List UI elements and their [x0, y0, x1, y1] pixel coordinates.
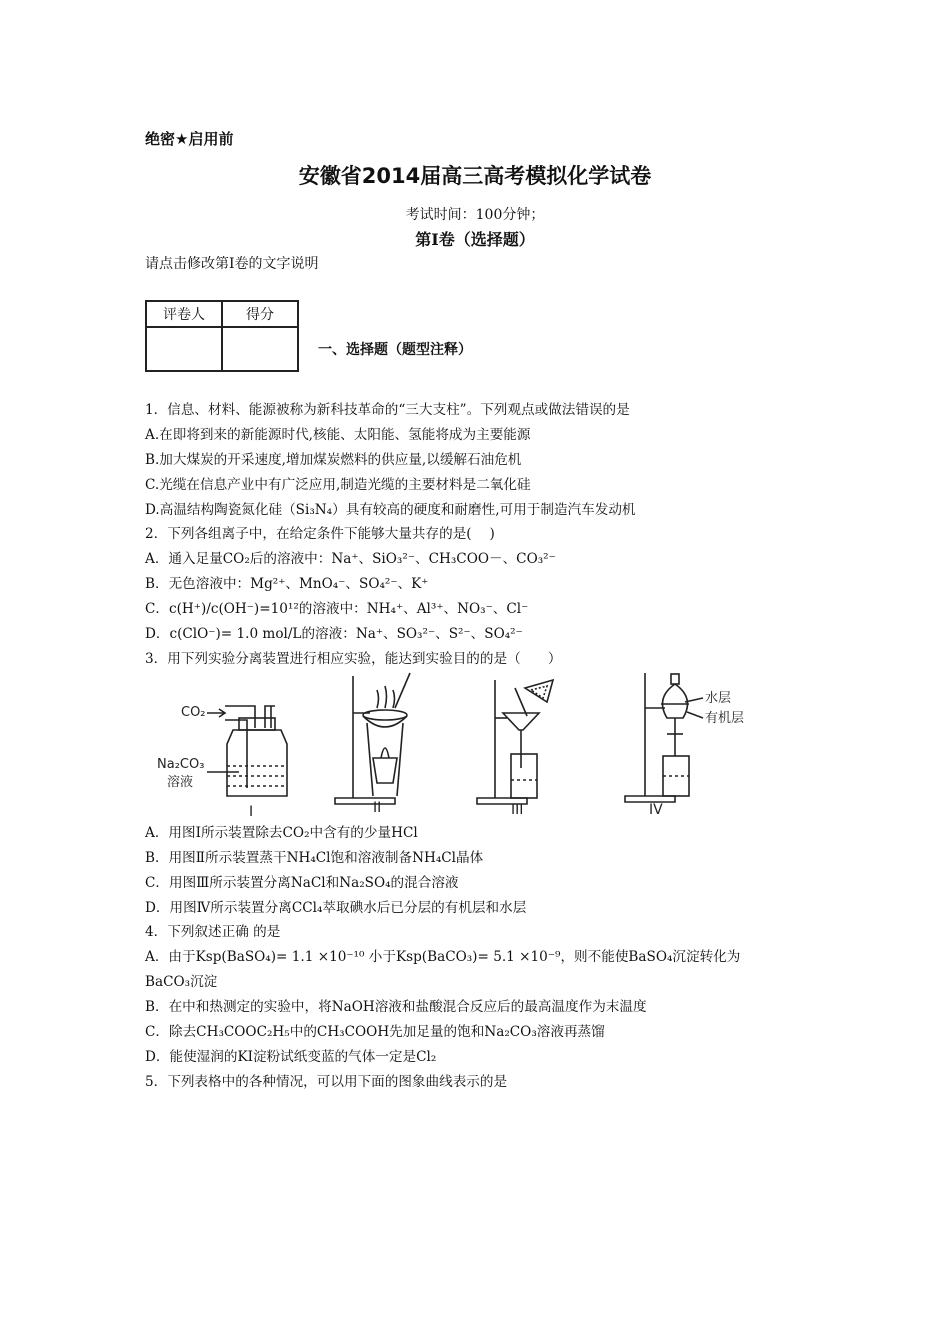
- score-table-score-cell: [222, 327, 298, 371]
- apparatus-figure: [155, 668, 765, 818]
- secret-label: 绝密★启用前: [145, 130, 234, 148]
- figure-label-4: IV: [649, 802, 663, 818]
- water-layer-label: 水层: [705, 691, 732, 706]
- question-2-option-a: A．通入足量CO₂后的溶液中：Na⁺、SiO₃²⁻、CH₃COO－、CO₃²⁻: [145, 551, 556, 567]
- apparatus-1-wash-bottle: [157, 705, 287, 818]
- question-1-option-d: D.高温结构陶瓷氮化硅（Si₃N₄）具有较高的硬度和耐磨性,可用于制造汽车发动机: [145, 502, 636, 518]
- question-3-option-d: D．用图Ⅳ所示装置分离CCl₄萃取碘水后已分层的有机层和水层: [145, 900, 527, 916]
- question-4-option-a-line1: A．由于Ksp(BaSO₄)= 1.1 ×10⁻¹⁰ 小于Ksp(BaCO₃)= 5.1 ×10⁻⁹，则不能使BaSO₄沉淀转化为: [145, 949, 741, 965]
- question-5-stem: 5．下列表格中的各种情况，可以用下面的图象曲线表示的是: [145, 1074, 508, 1090]
- question-4-option-b: B．在中和热测定的实验中，将NaOH溶液和盐酸混合反应后的最高温度作为末温度: [145, 999, 647, 1015]
- question-1-stem: 1．信息、材料、能源被称为新科技革命的“三大支柱”。下列观点或做法错误的是: [145, 402, 630, 418]
- solution-label: 溶液: [167, 775, 194, 790]
- na2co3-label: Na₂CO₃: [157, 757, 205, 772]
- question-2-option-c: C．c(H⁺)/c(OH⁻)=10¹²的溶液中：NH₄⁺、Al³⁺、NO₃⁻、Cl⁻: [145, 601, 529, 617]
- question-2-option-d: D．c(ClO⁻)= 1.0 mol/L的溶液：Na⁺、SO₃²⁻、S²⁻、SO₄²⁻: [145, 626, 523, 642]
- part-note: 请点击修改第I卷的文字说明: [145, 256, 319, 272]
- figure-label-1: I: [249, 804, 254, 818]
- figure-label-2: II: [373, 800, 382, 816]
- question-3-option-b: B．用图Ⅱ所示装置蒸干NH₄Cl饱和溶液制备NH₄Cl晶体: [145, 850, 484, 866]
- apparatus-3-filtration: [477, 680, 553, 818]
- question-4-option-a-line2: BaCO₃沉淀: [145, 974, 218, 990]
- apparatus-4-separatory-funnel: [625, 673, 744, 818]
- exam-title: 安徽省2014届高三高考模拟化学试卷: [298, 164, 652, 188]
- co2-label: CO₂: [181, 705, 206, 720]
- section-title: 一、选择题（题型注释）: [318, 342, 472, 358]
- question-3-stem: 3．用下列实验分离装置进行相应实验，能达到实验目的的是（ ）: [145, 651, 562, 667]
- score-table-grader-cell: [146, 327, 222, 371]
- question-4-option-c: C．除去CH₃COOC₂H₅中的CH₃COOH先加足量的饱和Na₂CO₃溶液再蒸馏: [145, 1024, 605, 1040]
- question-2-stem: 2．下列各组离子中，在给定条件下能够大量共存的是( ): [145, 526, 495, 542]
- question-3-option-a: A．用图Ⅰ所示装置除去CO₂中含有的少量HCl: [145, 825, 418, 841]
- part-title: 第I卷（选择题）: [415, 230, 535, 249]
- question-4-stem: 4．下列叙述正确 的是: [145, 924, 281, 940]
- question-4-option-d: D．能使湿润的KI淀粉试纸变蓝的气体一定是Cl₂: [145, 1049, 437, 1065]
- question-1-option-b: B.加大煤炭的开采速度,增加煤炭燃料的供应量,以缓解石油危机: [145, 452, 522, 468]
- figure-label-3: III: [511, 802, 524, 818]
- question-1-option-c: C.光缆在信息产业中有广泛应用,制造光缆的主要材料是二氧化硅: [145, 477, 531, 493]
- score-table: [145, 300, 299, 372]
- question-3-option-c: C．用图Ⅲ所示装置分离NaCl和Na₂SO₄的混合溶液: [145, 875, 459, 891]
- organic-layer-label: 有机层: [705, 711, 745, 726]
- apparatus-2-evaporating-dish: [335, 673, 410, 816]
- score-table-grader-header: 评卷人: [146, 301, 222, 327]
- score-table-score-header: 得分: [222, 301, 298, 327]
- exam-time: 考试时间：100分钟；: [405, 207, 545, 223]
- question-2-option-b: B．无色溶液中：Mg²⁺、MnO₄⁻、SO₄²⁻、K⁺: [145, 576, 429, 592]
- question-1-option-a: A.在即将到来的新能源时代,核能、太阳能、氢能将成为主要能源: [145, 427, 531, 443]
